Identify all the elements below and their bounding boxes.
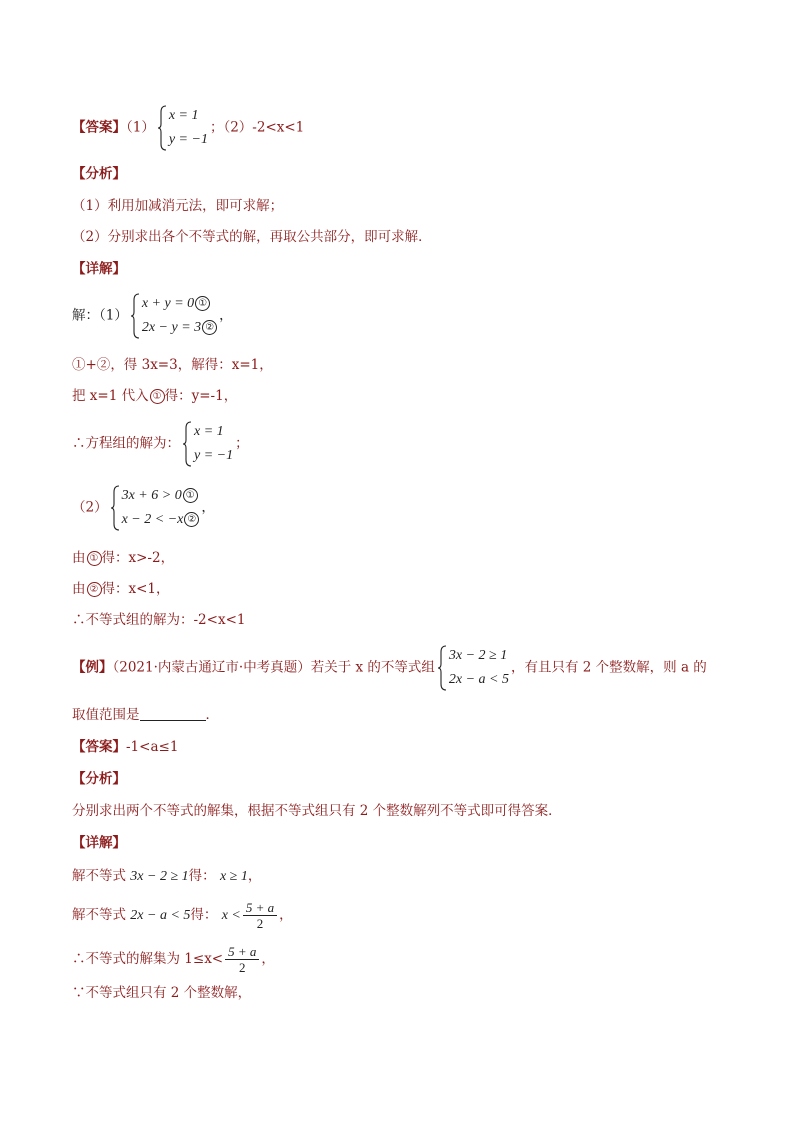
detail-label-2: 【详解】 (72, 835, 126, 851)
detail-label: 【详解】 (72, 261, 126, 277)
solution-system-1 (72, 292, 233, 340)
part2-prefix: （2） (72, 499, 108, 516)
detail-line-4: ∵不等式组只有 2 个整数解， (72, 985, 252, 1001)
circled-1-icon: ① (150, 389, 165, 404)
step-3-system (182, 420, 233, 468)
brace-icon (437, 644, 447, 692)
step-2-text-a: 把 x=1 代入 (72, 388, 149, 404)
brace-icon (157, 104, 167, 152)
detail-line-1 (72, 866, 261, 887)
step-6: ∴不等式组的解为：-2<x<1 (72, 612, 246, 628)
solution-system-2 (72, 484, 215, 532)
detail-3-pre: ∴不等式的解集为 1≤x< (72, 951, 224, 967)
brace-icon (130, 292, 140, 340)
detail-1-result: x ≥ 1 (219, 869, 248, 884)
answer-line-1 (72, 104, 304, 152)
answer-sys-row-2: y = −1 (168, 132, 208, 147)
system-1 (130, 292, 217, 340)
system-2-row-1: 3x + 6 > 0 (121, 488, 182, 503)
step-2-text-b: 得：y=-1， (164, 388, 238, 404)
answer-separator: ；（2） (209, 119, 253, 136)
step-1 (72, 355, 273, 375)
question-system (437, 644, 509, 692)
brace-icon (182, 420, 192, 468)
answer-value-2: -1<a≤1 (126, 739, 179, 755)
detail-line-2 (72, 900, 293, 931)
answer-line-2 (72, 737, 178, 757)
question-line-2 (72, 705, 219, 725)
answer-blank (140, 706, 206, 721)
circled-1-icon: ① (87, 551, 102, 566)
circled-1-icon: ① (183, 488, 198, 503)
step-4-text-b: 得：x>-2， (101, 550, 175, 566)
fraction (243, 900, 277, 931)
question-l2-text: 取值范围是 (72, 707, 140, 723)
answer-system (157, 104, 208, 152)
step-3-prefix: ∴方程组的解为： (72, 435, 180, 452)
fraction-denominator: 2 (256, 916, 264, 931)
fraction (225, 944, 259, 975)
system-1-suffix: ， (219, 307, 233, 324)
question-text-pre: （2021·内蒙古通辽市·中考真题）若关于 x 的不等式组 (112, 659, 435, 676)
circled-2-icon: ② (202, 320, 217, 335)
step-5-text-b: 得：x<1， (101, 581, 170, 597)
answer-label: 【答案】 (72, 119, 126, 136)
step-5 (72, 579, 170, 599)
question-l2-end: ． (205, 707, 219, 723)
question-text-post: ，有且只有 2 个整数解，则 a 的 (511, 659, 707, 676)
analysis-label: 【分析】 (72, 166, 126, 182)
detail-line-3 (72, 944, 275, 975)
step-4 (72, 548, 174, 568)
step-5-text-a: 由 (72, 581, 86, 597)
answer-part2: -2<x<1 (252, 119, 305, 136)
analysis-line-2: （2）分别求出各个不等式的解，再取公共部分，即可求解． (72, 229, 432, 245)
fraction-numerator: 5 + a (243, 900, 277, 916)
answer-part1: （1） (126, 119, 155, 136)
step-4-text-a: 由 (72, 550, 86, 566)
solution-prefix: 解：（1） (72, 307, 128, 324)
detail-2-math: 2x − a < 5 (130, 908, 191, 923)
detail-1-end: ， (247, 868, 262, 884)
detail-2-end: ， (279, 907, 293, 923)
brace-icon (110, 484, 120, 532)
step-3 (72, 420, 249, 468)
system-2-row-2: x − 2 < −x (121, 512, 184, 527)
detail-2-result: x < (221, 908, 241, 923)
example-label: 【例】 (72, 659, 113, 676)
step-1-text: ，得 3x=3，解得：x=1， (110, 357, 273, 373)
detail-2-mid: 得： (190, 907, 218, 923)
fraction-numerator: 5 + a (225, 944, 259, 960)
system-2-suffix: ， (201, 499, 215, 516)
system-2 (110, 484, 200, 532)
detail-2-pre: 解不等式 (72, 907, 126, 923)
example-question (72, 644, 707, 692)
circled-2-icon: ② (184, 512, 199, 527)
system-1-row-1: x + y = 0 (141, 296, 195, 311)
step-3-suffix: ； (235, 435, 249, 452)
detail-1-math: 3x − 2 ≥ 1 (130, 869, 189, 884)
detail-1-pre: 解不等式 (72, 868, 126, 884)
fraction-denominator: 2 (239, 960, 246, 975)
detail-3-end: ， (261, 951, 275, 967)
question-sys-row-1: 3x − 2 ≥ 1 (448, 648, 508, 663)
step-3-row-1: x = 1 (194, 424, 224, 439)
answer-sys-row-1: x = 1 (168, 108, 199, 123)
circled-2-icon: ② (87, 582, 102, 597)
analysis-text-2: 分别求出两个不等式的解集，根据不等式组只有 2 个整数解列不等式即可得答案． (72, 803, 562, 819)
analysis-label-2: 【分析】 (72, 771, 126, 787)
system-1-row-2: 2x − y = 3 (141, 320, 202, 335)
answer-label-2: 【答案】 (72, 739, 126, 755)
analysis-line-1: （1）利用加减消元法，即可求解； (72, 198, 284, 214)
circled-1-icon: ① (195, 296, 210, 311)
step-2 (72, 386, 237, 406)
step-1-ops: ①+② (72, 357, 111, 373)
detail-1-mid: 得： (188, 868, 216, 884)
question-sys-row-2: 2x − a < 5 (448, 672, 509, 687)
step-3-row-2: y = −1 (194, 448, 234, 463)
